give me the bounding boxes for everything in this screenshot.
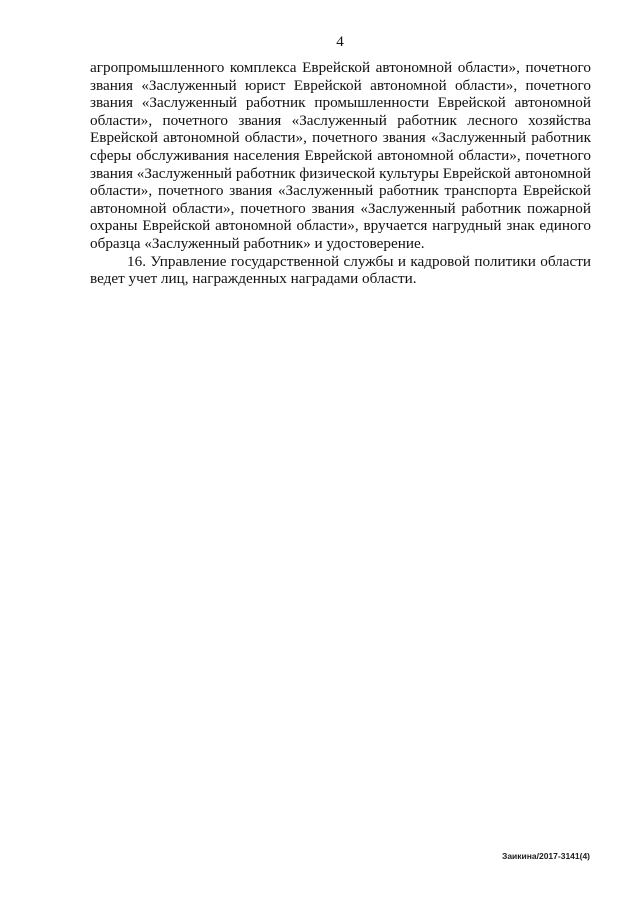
text-line: звания «Заслуженный юрист Еврейской автономной области», почетного — [90, 76, 591, 94]
text-line: области», почетного звания «Заслуженный работник лесного хозяйства — [90, 111, 591, 129]
text-line: сферы обслуживания населения Еврейской автономной области», почетного — [90, 146, 591, 164]
document-footer-code: Заикина/2017-3141(4) — [502, 851, 591, 861]
text-line: охраны Еврейской автономной области», вручается нагрудный знак единого — [90, 217, 591, 235]
text-line: Еврейской автономной области», почетного звания «Заслуженный работник — [90, 129, 591, 147]
page-number: 4 — [336, 34, 344, 50]
text-line: звания «Заслуженный работник промышленности Еврейской автономной — [90, 94, 591, 112]
text-line: агропромышленного комплекса Еврейской автономной области», почетного — [90, 59, 591, 76]
document-body — [90, 59, 591, 288]
text-line: образца «Заслуженный работник» и удостоверение. — [90, 234, 425, 252]
text-line: звания «Заслуженный работник физической культуры Еврейской автономной — [90, 164, 591, 182]
text-line: автономной области», почетного звания «Заслуженный работник пожарной — [90, 199, 591, 217]
paragraph-16-start: 16. Управление государственной службы и кадровой политики области — [127, 252, 591, 270]
text-line: ведет учет лиц, награжденных наградами области. — [90, 270, 417, 288]
text-line: области», почетного звания «Заслуженный работник транспорта Еврейской — [90, 182, 591, 200]
